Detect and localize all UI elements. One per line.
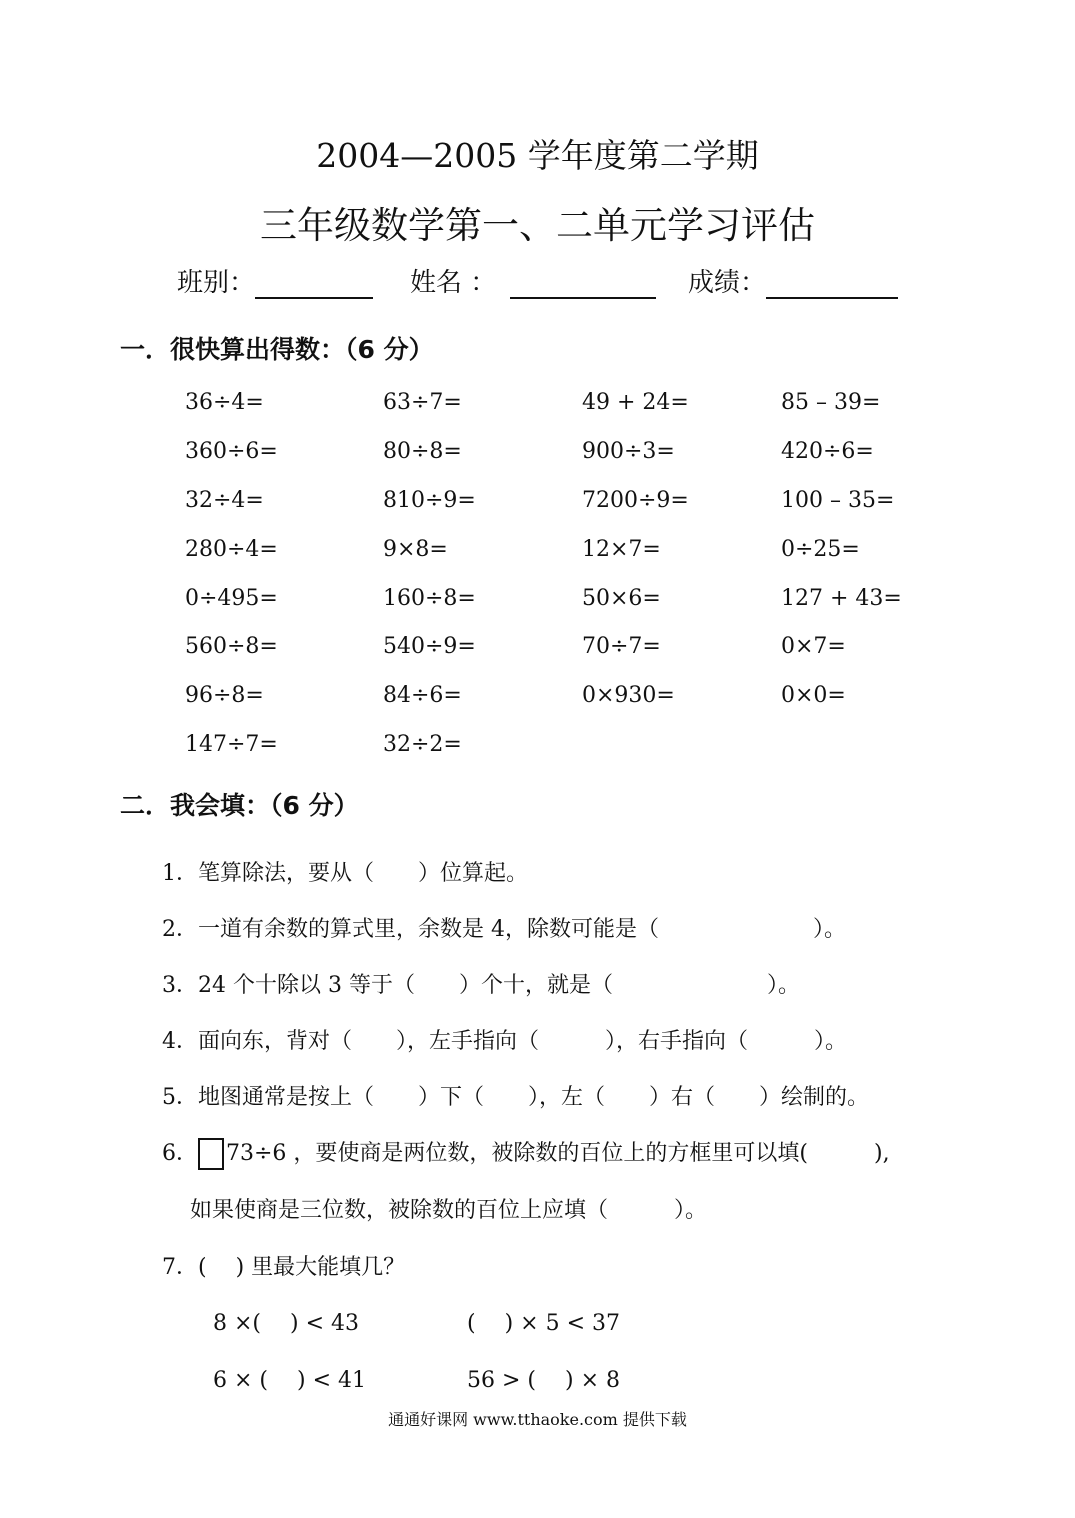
term-title: 2004—2005 学年度第二学期 bbox=[316, 136, 759, 175]
question-7: 7．( ) 里最大能填几？ bbox=[162, 1255, 406, 1280]
question-6-text: 73÷6 ，要使商是两位数，被除数的百位上的方框里可以填( ), bbox=[226, 1141, 890, 1166]
calc-item: 360÷6= bbox=[185, 439, 278, 464]
inequality-item: 8 ×( ) < 43 bbox=[213, 1311, 359, 1336]
calc-item: 560÷8= bbox=[185, 634, 278, 659]
calc-item: 49 + 24= bbox=[582, 390, 689, 415]
inequality-item: 56 > ( ) × 8 bbox=[467, 1368, 620, 1393]
footer-credit: 通通好课网 www.tthaoke.com 提供下载 bbox=[388, 1410, 687, 1429]
question-5: 5．地图通常是按上（ ）下（ ），左（ ）右（ ）绘制的。 bbox=[162, 1085, 869, 1110]
calc-item: 80÷8= bbox=[383, 439, 462, 464]
calc-item: 85 – 39= bbox=[781, 390, 881, 415]
score-blank[interactable] bbox=[766, 267, 898, 299]
section1-heading: 一．很快算出得数：（6 分） bbox=[120, 335, 434, 364]
section2-heading: 二．我会填：（6 分） bbox=[120, 791, 359, 820]
class-field bbox=[177, 262, 373, 299]
calc-item: 0÷495= bbox=[185, 586, 278, 611]
question-6-line2: 如果使商是三位数，被除数的百位上应填（ ）。 bbox=[190, 1198, 708, 1223]
calc-item: 63÷7= bbox=[383, 390, 462, 415]
calc-item: 160÷8= bbox=[383, 586, 476, 611]
exam-title: 三年级数学第一、二单元学习评估 bbox=[260, 204, 815, 247]
calc-item: 12×7= bbox=[582, 537, 661, 562]
calc-item: 0×930= bbox=[582, 683, 675, 708]
name-field bbox=[410, 262, 656, 299]
class-blank[interactable] bbox=[255, 267, 373, 299]
calc-item: 70÷7= bbox=[582, 634, 661, 659]
question-6 bbox=[162, 1136, 890, 1170]
question-6-number: 6． bbox=[162, 1141, 198, 1166]
calc-item: 50×6= bbox=[582, 586, 661, 611]
calc-item: 0÷25= bbox=[781, 537, 860, 562]
calc-item: 96÷8= bbox=[185, 683, 264, 708]
name-blank[interactable] bbox=[510, 267, 656, 299]
calc-item: 900÷3= bbox=[582, 439, 675, 464]
calc-item: 420÷6= bbox=[781, 439, 874, 464]
question-3: 3．24 个十除以 3 等于（ ）个十，就是（ ）。 bbox=[162, 973, 800, 998]
calc-item: 7200÷9= bbox=[582, 488, 689, 513]
question-2: 2．一道有余数的算式里，余数是 4，除数可能是（ ）。 bbox=[162, 917, 846, 942]
score-label: 成绩： bbox=[688, 268, 767, 298]
inequality-item: 6 × ( ) < 41 bbox=[213, 1368, 366, 1393]
question-4: 4．面向东，背对（ ），左手指向（ ），右手指向（ ）。 bbox=[162, 1029, 847, 1054]
name-label: 姓名 ： bbox=[410, 268, 497, 298]
calc-item: 100 – 35= bbox=[781, 488, 895, 513]
calc-item: 280÷4= bbox=[185, 537, 278, 562]
calc-item: 127 + 43= bbox=[781, 586, 902, 611]
calc-item: 9×8= bbox=[383, 537, 448, 562]
calc-item: 0×7= bbox=[781, 634, 846, 659]
digit-box[interactable] bbox=[198, 1138, 224, 1170]
calc-item: 32÷4= bbox=[185, 488, 264, 513]
calc-item: 84÷6= bbox=[383, 683, 462, 708]
calc-item: 147÷7= bbox=[185, 732, 278, 757]
class-label: 班别： bbox=[177, 268, 256, 298]
calc-item: 0×0= bbox=[781, 683, 846, 708]
question-1: 1．笔算除法，要从（ ）位算起。 bbox=[162, 861, 528, 886]
calc-item: 540÷9= bbox=[383, 634, 476, 659]
calc-item: 36÷4= bbox=[185, 390, 264, 415]
calc-item: 32÷2= bbox=[383, 732, 462, 757]
calc-item: 810÷9= bbox=[383, 488, 476, 513]
score-field bbox=[688, 262, 898, 299]
inequality-item: ( ) × 5 < 37 bbox=[467, 1311, 620, 1336]
